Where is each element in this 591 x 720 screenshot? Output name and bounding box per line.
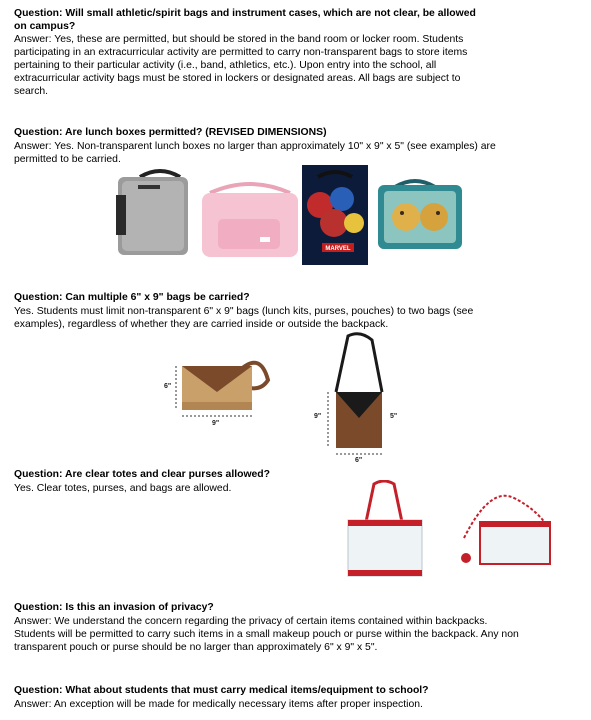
question-medical-items xyxy=(14,684,429,697)
tote-diagram xyxy=(314,334,397,464)
answer-line: examples), regardless of whether they are carried inside or outside the backpack. xyxy=(14,319,389,330)
grey-lunchbox-image xyxy=(116,171,188,255)
answer-lunch-boxes xyxy=(14,140,496,166)
question-multiple-bags xyxy=(14,291,250,304)
question-line: Question: Is this an invasion of privacy? xyxy=(14,602,214,613)
answer-line: Answer: An exception will be made for medically necessary items after proper inspection. xyxy=(14,699,423,710)
answer-line: extracurricular activity bags must be stored in lockers or designated areas. All bags are subject to xyxy=(14,73,461,84)
question-line: Question: Will small athletic/spirit bags and instrument cases, which are not clear, be allowed xyxy=(14,8,476,19)
pouch-height-label: 6" xyxy=(164,383,172,390)
bag-size-diagrams xyxy=(150,330,420,465)
question-privacy xyxy=(14,601,214,614)
question-line: Question: Are clear totes and clear purses allowed? xyxy=(14,469,270,480)
lunchbox-brand-text: MARVEL xyxy=(325,246,351,252)
answer-line: Answer: Yes. Non-transparent lunch boxes no larger than approximately 10" x 9" x 5" (see examples) are xyxy=(14,141,496,152)
answer-line: search. xyxy=(14,86,49,97)
lion-king-tin-image xyxy=(378,181,462,249)
clear-bag-images xyxy=(340,480,570,580)
answer-line: participating in an extracurricular activity are permitted to carry non-transparent bags to store items xyxy=(14,47,468,58)
lunchbox-images xyxy=(110,165,470,265)
answer-privacy xyxy=(14,615,519,654)
question-line: on campus? xyxy=(14,21,76,32)
question-clear-totes xyxy=(14,468,270,481)
clear-purse-image xyxy=(461,496,550,564)
answer-line: Students will be permitted to carry such items in a small makeup pouch or purse within the backpack. Any non xyxy=(14,629,519,640)
tote-height-label: 9" xyxy=(314,413,322,420)
answer-line: Yes. Clear totes, purses, and bags are allowed. xyxy=(14,483,232,494)
pink-lunchbox-image xyxy=(202,184,298,257)
tote-width-label: 6" xyxy=(355,457,363,464)
tote-depth-label: 5" xyxy=(390,413,398,420)
question-lunch-boxes xyxy=(14,126,327,139)
answer-athletic-bags xyxy=(14,33,467,98)
question-athletic-bags xyxy=(14,7,476,33)
question-line: Question: Are lunch boxes permitted? (REVISED DIMENSIONS) xyxy=(14,127,327,138)
question-line: Question: Can multiple 6" x 9" bags be carried? xyxy=(14,292,250,303)
answer-line: Answer: Yes, these are permitted, but should be stored in the band room or locker room. Students xyxy=(14,34,464,45)
clear-tote-image xyxy=(348,481,422,576)
answer-medical-items xyxy=(14,698,423,711)
answer-line: permitted to be carried. xyxy=(14,154,121,165)
marvel-lunchbox-image xyxy=(302,165,368,265)
answer-line: pertaining to their particular activity (i.e., band, athletics, etc.). Upon entry into the school, all xyxy=(14,60,437,71)
answer-line: Answer: We understand the concern regarding the privacy of certain items contained within backpacks. xyxy=(14,616,488,627)
question-line: Question: What about students that must carry medical items/equipment to school? xyxy=(14,685,429,696)
pouch-diagram xyxy=(164,363,268,427)
answer-clear-totes xyxy=(14,482,231,495)
answer-line: Yes. Students must limit non-transparent 6" x 9" bags (lunch kits, purses, pouches) to two bags (see xyxy=(14,306,474,317)
answer-multiple-bags xyxy=(14,305,473,331)
answer-line: transparent pouch or purse should be no larger than approximately 6" x 9" x 5". xyxy=(14,642,378,653)
pouch-width-label: 9" xyxy=(212,420,220,427)
